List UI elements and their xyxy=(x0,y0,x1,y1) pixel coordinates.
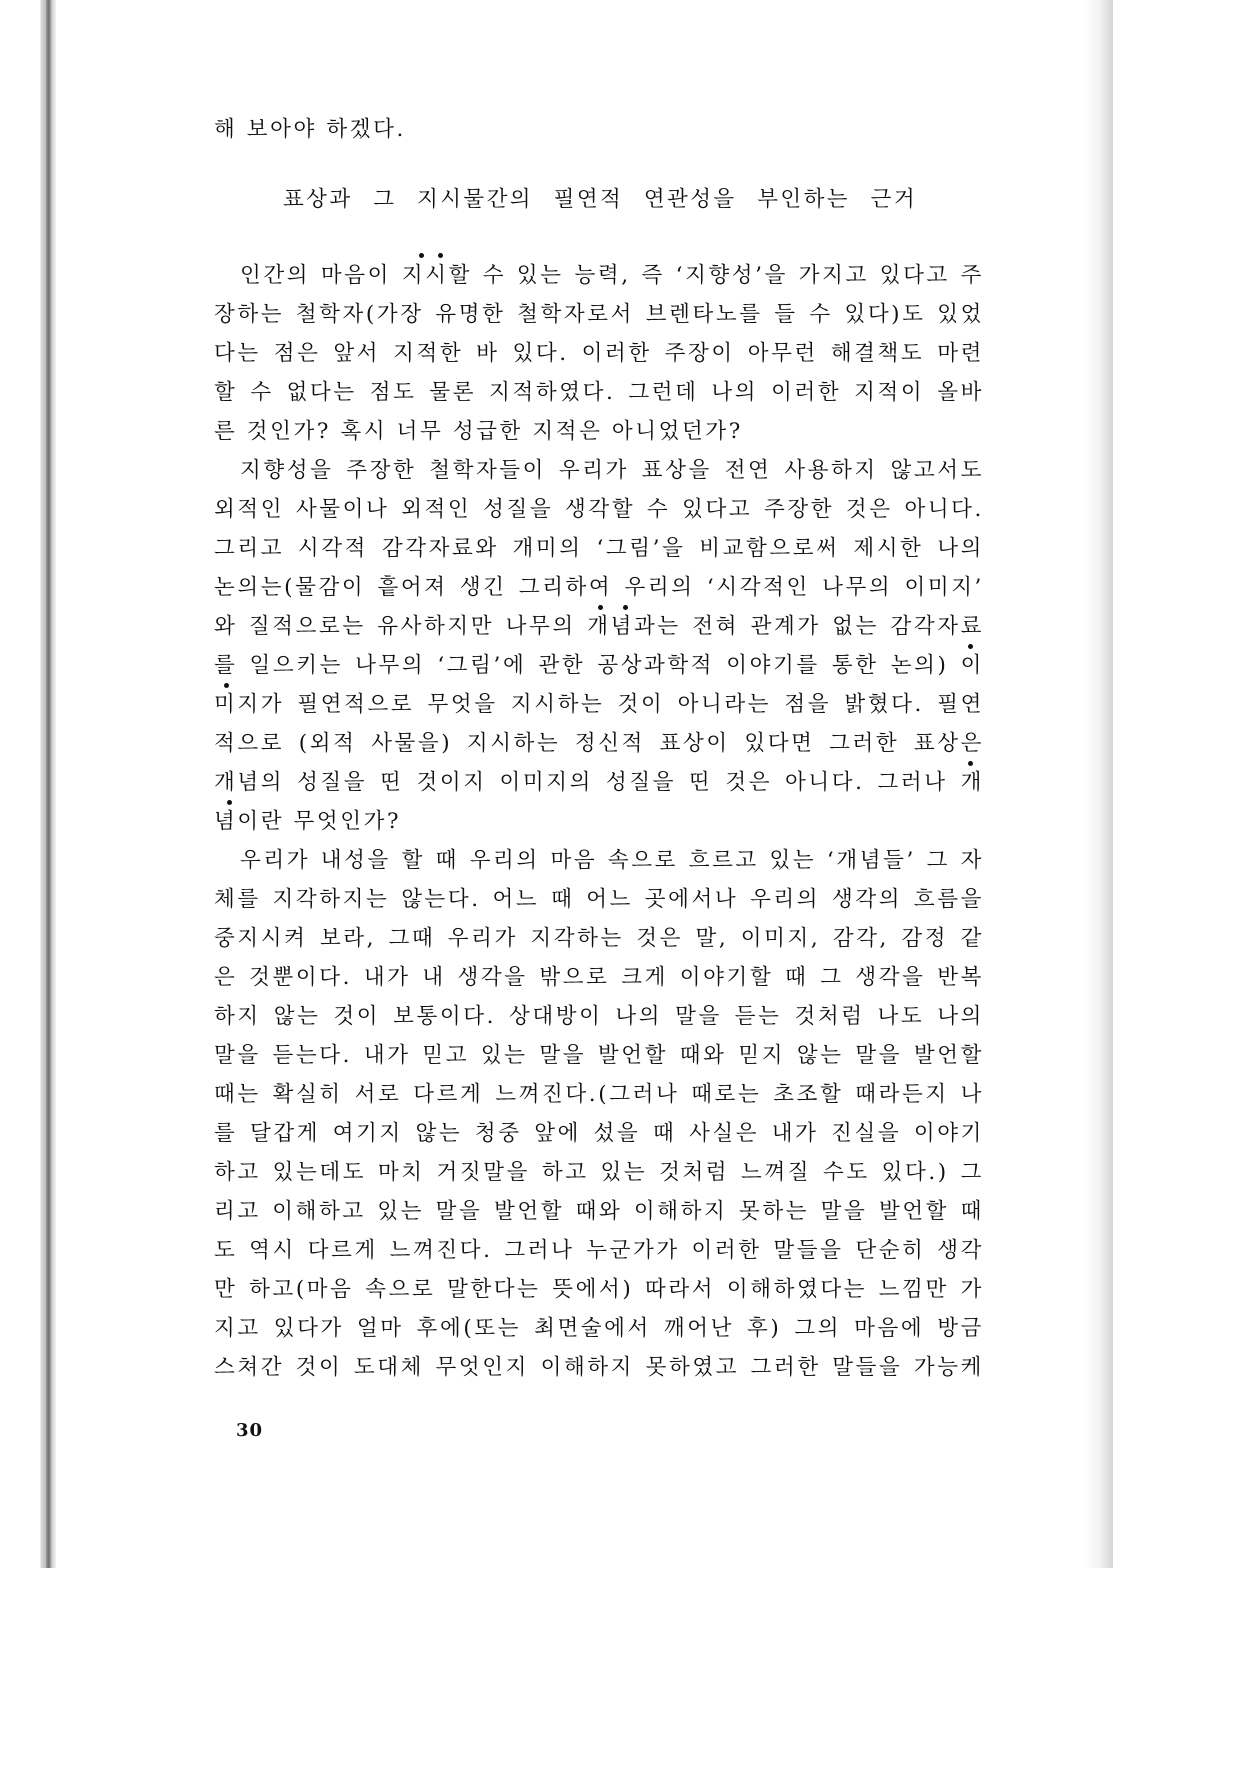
paragraph-line: 체를 지각하지는 않는다. 어느 때 어느 곳에서나 우리의 생각의 흐름을 xyxy=(214,887,984,912)
paragraph-line: 미지가 필연적으로 무엇을 지시하는 것이 아니라는 점을 밝혔다. 필연 xyxy=(214,692,984,717)
paragraph-line: 만 하고(마음 속으로 말한다는 뜻에서) 따라서 이해하였다는 느낌만 가 xyxy=(214,1277,984,1302)
paragraph-line: 외적인 사물이나 외적인 성질을 생각할 수 있다고 주장한 것은 아니다. xyxy=(214,497,984,522)
paragraph-line: 와 질적으로는 유사하지만 나무의 개념과는 전혀 관계가 없는 감각자료 xyxy=(214,614,984,639)
paragraph-line: 할 수 없다는 점도 물론 지적하였다. 그런데 나의 이러한 지적이 올바 xyxy=(214,380,984,405)
paragraph-line: 말을 듣는다. 내가 믿고 있는 말을 발언할 때와 믿지 않는 말을 발언할 xyxy=(214,1043,984,1068)
paragraph-line: 중지시켜 보라, 그때 우리가 지각하는 것은 말, 이미지, 감각, 감정 같 xyxy=(214,926,984,951)
emphasis-dot xyxy=(227,800,232,805)
page-number: 30 xyxy=(236,1420,264,1441)
paragraph-line: 적으로 (외적 사물을) 지시하는 정신적 표상이 있다면 그러한 표상은 xyxy=(214,731,984,756)
paragraph-line: 념이란 무엇인가? xyxy=(214,809,402,834)
paragraph-line: 하고 있는데도 마치 거짓말을 하고 있는 것처럼 느껴질 수도 있다.) 그 xyxy=(214,1160,984,1185)
paragraph-line: 그리고 시각적 감각자료와 개미의 ‘그림’을 비교함으로써 제시한 나의 xyxy=(214,536,984,561)
paragraph-line: 도 역시 다르게 느껴진다. 그러나 누군가가 이러한 말들을 단순히 생각 xyxy=(214,1238,984,1263)
paragraph-line: 하지 않는 것이 보통이다. 상대방이 나의 말을 듣는 것처럼 나도 나의 xyxy=(214,1004,984,1029)
section-heading: 표상과 그 지시물간의 필연적 연관성을 부인하는 근거 xyxy=(283,187,917,212)
emphasis-dot xyxy=(598,605,603,610)
page-text-line: 해 보아야 하겠다. xyxy=(214,117,406,142)
emphasis-dot xyxy=(438,253,443,258)
paragraph-line: 때는 확실히 서로 다르게 느껴진다.(그러나 때로는 초조할 때라든지 나 xyxy=(214,1082,984,1107)
paragraph-line: 를 달갑게 여기지 않는 청중 앞에 섰을 때 사실은 내가 진실을 이야기 xyxy=(214,1121,984,1146)
paragraph-line: 른 것인가? 혹시 너무 성급한 지적은 아니었던가? xyxy=(214,419,743,444)
paragraph-line: 은 것뿐이다. 내가 내 생각을 밖으로 크게 이야기할 때 그 생각을 반복 xyxy=(214,965,984,990)
page-right-shadow xyxy=(1083,0,1113,1568)
paragraph-line: 개념의 성질을 띤 것이지 이미지의 성질을 띤 것은 아니다. 그러나 개 xyxy=(214,770,984,795)
paragraph-line: 를 일으키는 나무의 ‘그림’에 관한 공상과학적 이야기를 통한 논의) 이 xyxy=(214,653,984,678)
paragraph-line: 논의는(물감이 흩어져 생긴 그리하여 우리의 ‘시각적인 나무의 이미지’ xyxy=(214,575,984,600)
book-gutter-shadow xyxy=(0,0,46,1568)
paragraph-line: 우리가 내성을 할 때 우리의 마음 속으로 흐르고 있는 ‘개념들’ 그 자 xyxy=(240,848,984,873)
paragraph-line: 지고 있다가 얼마 후에(또는 최면술에서 깨어난 후) 그의 마음에 방금 xyxy=(214,1316,984,1341)
emphasis-dot xyxy=(224,683,229,688)
page-left-edge xyxy=(46,0,56,1568)
emphasis-dot xyxy=(968,761,973,766)
paragraph-line: 다는 점은 앞서 지적한 바 있다. 이러한 주장이 아무런 해결책도 마련 xyxy=(214,341,984,366)
emphasis-dot xyxy=(623,605,628,610)
emphasis-dot xyxy=(968,644,973,649)
paragraph-line: 지향성을 주장한 철학자들이 우리가 표상을 전연 사용하지 않고서도 xyxy=(240,458,984,483)
paragraph-line: 리고 이해하고 있는 말을 발언할 때와 이해하지 못하는 말을 발언할 때 xyxy=(214,1199,984,1224)
paragraph-line: 스쳐간 것이 도대체 무엇인지 이해하지 못하였고 그러한 말들을 가능케 xyxy=(214,1355,984,1380)
paragraph-line: 인간의 마음이 지시할 수 있는 능력, 즉 ‘지향성’을 가지고 있다고 주 xyxy=(240,263,984,288)
emphasis-dot xyxy=(419,253,424,258)
paragraph-line: 장하는 철학자(가장 유명한 철학자로서 브렌타노를 들 수 있다)도 있었 xyxy=(214,302,984,327)
